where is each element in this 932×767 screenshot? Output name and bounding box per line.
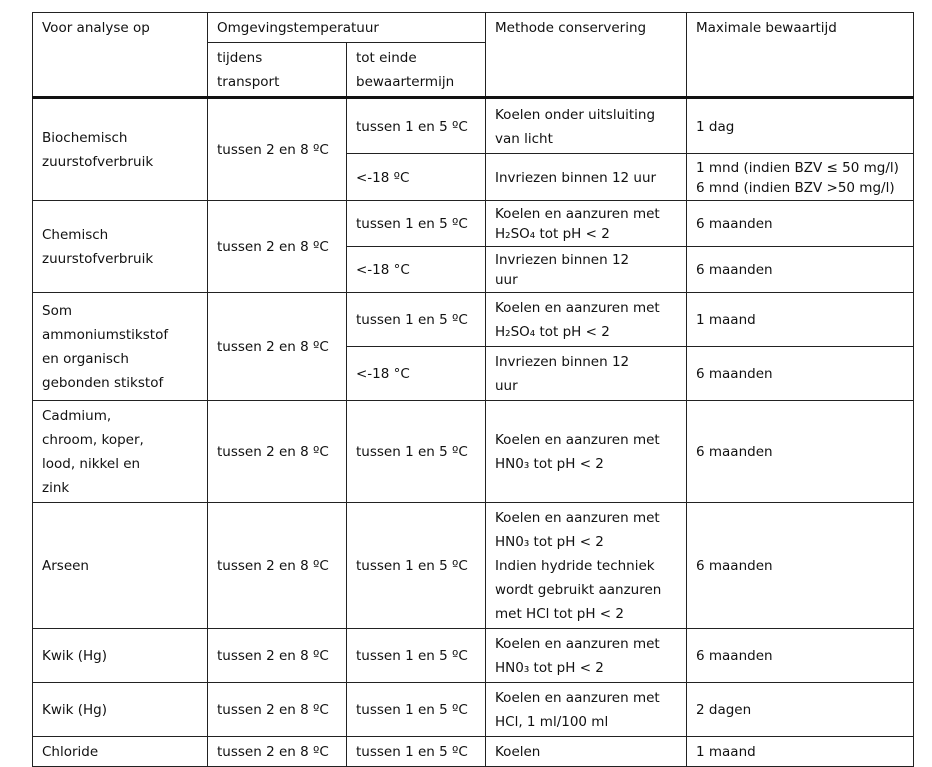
cell-method: Koelen en aanzuren met HCl, 1 ml/100 ml: [486, 683, 687, 737]
cell-method: Invriezen binnen 12 uur: [486, 247, 687, 293]
cell-storage-temp: tussen 1 en 5 ºC: [347, 629, 486, 683]
table-row: [33, 98, 914, 154]
header-method: Methode conservering: [486, 13, 687, 98]
cell-transport-temp: tussen 2 en 8 ºC: [208, 683, 347, 737]
cell-transport-temp: tussen 2 en 8 ºC: [208, 503, 347, 629]
table-row: [33, 629, 914, 683]
cell-storage-temp: tussen 1 en 5 ºC: [347, 293, 486, 347]
cell-analyse: Kwik (Hg): [33, 629, 208, 683]
cell-transport-temp: tussen 2 en 8 ºC: [208, 401, 347, 503]
header-row: [33, 13, 914, 43]
cell-max-time: 6 maanden: [687, 503, 914, 629]
cell-max-time: 6 maanden: [687, 401, 914, 503]
cell-analyse: Som ammoniumstikstof en organisch gebonden stikstof: [33, 293, 208, 401]
cell-storage-temp: <-18 ºC: [347, 154, 486, 201]
cell-analyse: Arseen: [33, 503, 208, 629]
cell-max-time: 1 maand: [687, 293, 914, 347]
cell-method: Koelen en aanzuren met H₂SO₄ tot pH < 2: [486, 201, 687, 247]
cell-max-time: 6 maanden: [687, 629, 914, 683]
cell-transport-temp: tussen 2 en 8 ºC: [208, 98, 347, 201]
cell-max-time: 2 dagen: [687, 683, 914, 737]
cell-analyse: Biochemisch zuurstofverbruik: [33, 98, 208, 201]
cell-storage-temp: tussen 1 en 5 ºC: [347, 98, 486, 154]
cell-analyse: Chloride: [33, 737, 208, 767]
cell-max-time: 1 mnd (indien BZV ≤ 50 mg/l) 6 mnd (indien BZV >50 mg/l): [687, 154, 914, 201]
table-row: [33, 401, 914, 503]
cell-max-time: 6 maanden: [687, 347, 914, 401]
header-transport: tijdens transport: [208, 43, 347, 98]
cell-method: Koelen en aanzuren met H₂SO₄ tot pH < 2: [486, 293, 687, 347]
header-temperature: Omgevingstemperatuur: [208, 13, 486, 43]
cell-storage-temp: tussen 1 en 5 ºC: [347, 401, 486, 503]
table-row: [33, 737, 914, 767]
cell-method: Koelen en aanzuren met HN0₃ tot pH < 2: [486, 401, 687, 503]
table-row: [33, 503, 914, 629]
cell-storage-temp: <-18 °C: [347, 347, 486, 401]
cell-method: Koelen en aanzuren met HN0₃ tot pH < 2 Indien hydride techniek wordt gebruikt aanzuren met HCl tot pH < 2: [486, 503, 687, 629]
cell-storage-temp: tussen 1 en 5 ºC: [347, 503, 486, 629]
header-analyse: Voor analyse op: [33, 13, 208, 98]
header-max-time: Maximale bewaartijd: [687, 13, 914, 98]
cell-analyse: Kwik (Hg): [33, 683, 208, 737]
cell-method: Invriezen binnen 12 uur: [486, 154, 687, 201]
cell-transport-temp: tussen 2 en 8 ºC: [208, 293, 347, 401]
cell-storage-temp: tussen 1 en 5 ºC: [347, 683, 486, 737]
cell-transport-temp: tussen 2 en 8 ºC: [208, 201, 347, 293]
cell-storage-temp: <-18 °C: [347, 247, 486, 293]
cell-method: Koelen: [486, 737, 687, 767]
cell-analyse: Cadmium, chroom, koper, lood, nikkel en zink: [33, 401, 208, 503]
cell-max-time: 1 maand: [687, 737, 914, 767]
cell-storage-temp: tussen 1 en 5 ºC: [347, 201, 486, 247]
header-storage-end: tot einde bewaartermijn: [347, 43, 486, 98]
cell-method: Invriezen binnen 12 uur: [486, 347, 687, 401]
cell-transport-temp: tussen 2 en 8 ºC: [208, 629, 347, 683]
cell-max-time: 6 maanden: [687, 201, 914, 247]
cell-storage-temp: tussen 1 en 5 ºC: [347, 737, 486, 767]
cell-analyse: Chemisch zuurstofverbruik: [33, 201, 208, 293]
cell-max-time: 1 dag: [687, 98, 914, 154]
cell-method: Koelen onder uitsluiting van licht: [486, 98, 687, 154]
conservation-table: [32, 12, 914, 767]
table-row: [33, 683, 914, 737]
table-row: [33, 201, 914, 247]
table-row: [33, 293, 914, 347]
cell-transport-temp: tussen 2 en 8 ºC: [208, 737, 347, 767]
cell-method: Koelen en aanzuren met HN0₃ tot pH < 2: [486, 629, 687, 683]
cell-max-time: 6 maanden: [687, 247, 914, 293]
